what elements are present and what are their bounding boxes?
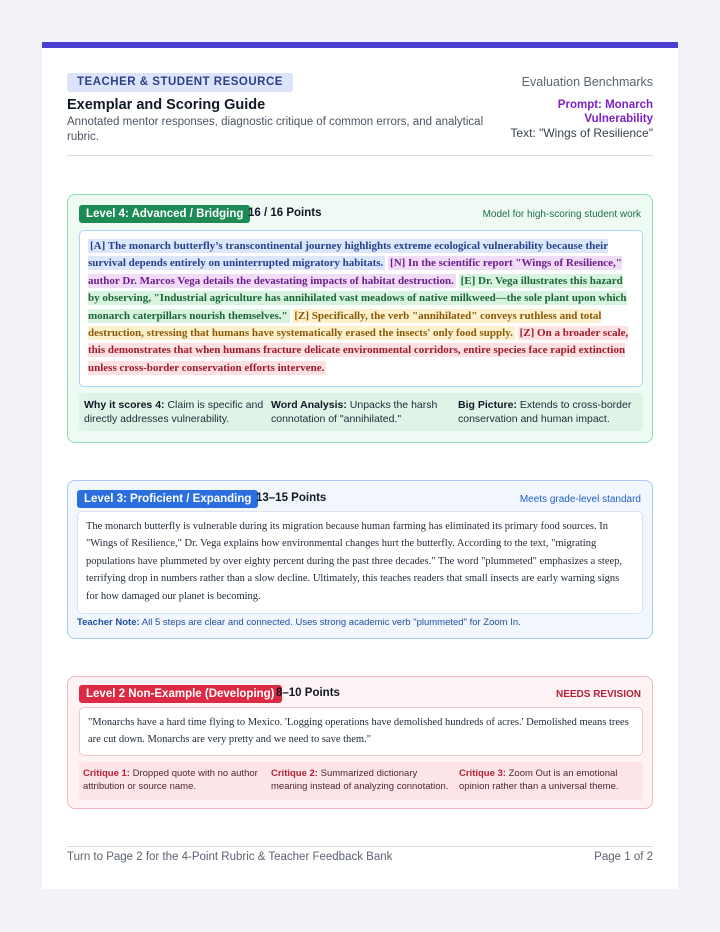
level4-note: Model for high-scoring student work [482,209,641,220]
critique-note: Critique 3: Zoom Out is an emotional opinion rather than a universal theme. [459,768,619,792]
segment-assertion: [A] The monarch butterfly’s transcontinental journey highlights extreme ecological vulnerability because their survival depends entirely on uninterrupted migratory habitats. [88,240,609,270]
critique-note: Critique 2: Summarized dictionary meaning instead of analyzing connotation. [271,768,449,792]
score-note: Word Analysis: Unpacks the harsh connotation of "annihilated." [271,399,438,425]
level2-status: NEEDS REVISION [555,689,641,700]
header-divider [67,155,653,156]
level2-excerpt: "Monarchs have a hard time flying to Mexico. 'Logging operations have demolished hundreds of acres.' Demolished means trees are cut down. Monarchs are very pretty and we need to save them." [79,707,643,756]
critique-note: Critique 1: Dropped quote with no author attribution or source name. [83,768,258,792]
level2-card [67,676,653,809]
level4-card [67,194,653,443]
segment-name: [N] In the scientific report "Wings of Resilience," author Dr. Marcos Vega details the devastating impacts of habitat destruction. [88,257,622,287]
document-page [42,42,678,889]
text-source-label: Text: "Wings of Resilience" [510,126,653,140]
level4-excerpt [79,230,643,387]
level3-badge: Level 3: Proficient / Expanding [77,490,258,508]
score-note: Big Picture: Extends to cross-border conservation and human impact. [458,399,632,425]
accent-bar [42,42,678,48]
teacher-note: Teacher Note: All 5 steps are clear and connected. Uses strong academic verb "plummeted" for Zoom In. [77,617,521,628]
page-subtitle: Annotated mentor responses, diagnostic critique of common errors, and analytical rubric. [67,116,484,143]
level3-note: Meets grade-level standard [519,494,641,505]
evaluation-label: Evaluation Benchmarks [521,75,653,89]
footer-divider [67,846,653,847]
level2-badge: Level 2 Non-Example (Developing) [79,685,282,703]
page-title: Exemplar and Scoring Guide [67,97,266,113]
page-number: Page 1 of 2 [594,851,653,863]
level3-points: 13–15 Points [256,492,327,504]
level3-excerpt: The monarch butterfly is vulnerable during its migration because human farming has eliminated its primary food sources. In "Wings of Resilience," Dr. Vega explains how environmental changes hurt the butterfly. According to the text, "migrating populations have plummeted by over eighty percent during the past three decades." The word "plummeted" emphasizes a steep, terrifying drop in numbers rather than a slow decline. Ultimately, this teaches readers that small insects are early warning signs for how damaged our planet is becoming. [77,511,643,614]
level2-points: 8–10 Points [276,687,340,699]
score-note: Why it scores 4: Claim is specific and directly addresses vulnerability. [84,399,264,425]
level4-badge: Level 4: Advanced / Bridging [79,205,250,223]
level4-score-notes [79,393,643,431]
segment-evidence: [E] Dr. Vega illustrates this hazard by observing, "Industrial agriculture has annihilated vast meadows of native milkweed—the sole plant upon which monarch caterpillars nourish themselves." [88,274,627,322]
level3-card [67,480,653,639]
resource-badge: TEACHER & STUDENT RESOURCE [67,73,293,92]
segment-zoom-out: [Z] On a broader scale, this demonstrates that when humans fracture delicate environmental corridors, entire species face rapid extinction unless cross-border conservation efforts intervene. [88,327,629,374]
footer-next-page-note: Turn to Page 2 for the 4-Point Rubric & Teacher Feedback Bank [67,851,393,863]
prompt-label: Prompt: Monarch Vulnerability [557,99,653,125]
level4-points: 16 / 16 Points [248,207,322,219]
level2-critiques [79,762,643,800]
segment-zoom-in: [Z] Specifically, the verb "annihilated" conveys ruthless and total destruction, stressing that humans have systematically erased the insects' only food supply. [88,309,602,340]
